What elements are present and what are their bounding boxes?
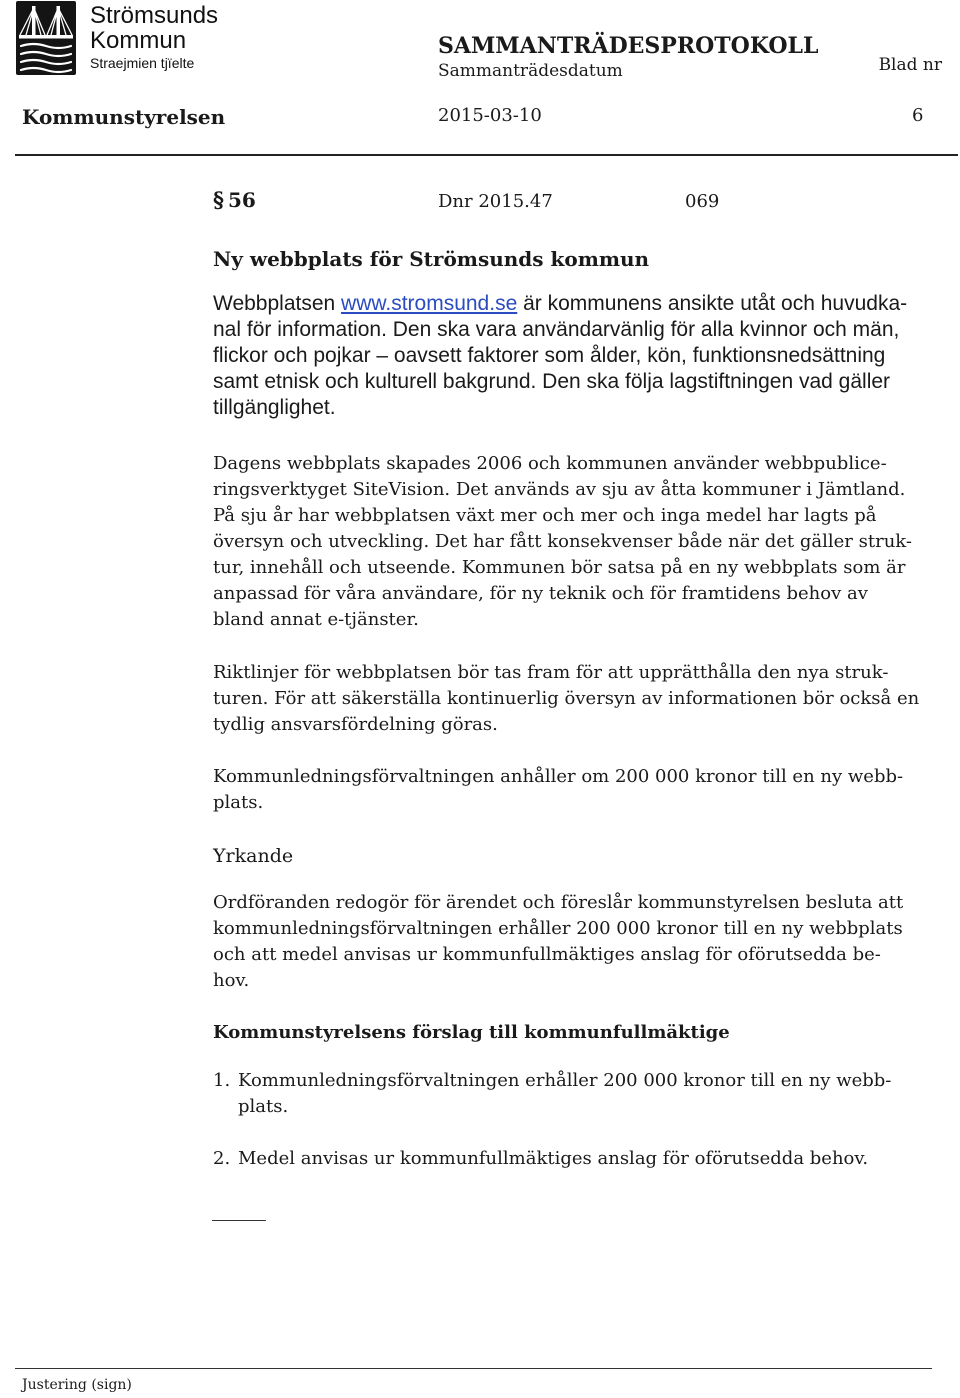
meeting-date: 2015-03-10 xyxy=(438,105,542,126)
proposal-number: 1. xyxy=(213,1070,231,1091)
paragraph-line: och att medel anvisas ur kommunfullmäktiges anslag för oförutsedda be- xyxy=(213,944,881,965)
paragraph-line: samt etnisk och kulturell bakgrund. Den ska följa lagstiftningen vad gäller xyxy=(213,370,891,393)
committee-name: Kommunstyrelsen xyxy=(22,105,226,129)
paragraph-line: kommunledningsförvaltningen erhåller 200 000 kronor till en ny webbplats xyxy=(213,918,903,939)
meeting-date-label: Sammanträdesdatum xyxy=(438,61,623,81)
paragraph-line: översyn och utveckling. Det har fått konsekvenser både när det gäller struk- xyxy=(213,531,912,552)
line-text: Webbplatsen xyxy=(213,292,342,315)
footer-divider xyxy=(15,1368,932,1369)
end-of-item-rule xyxy=(212,1220,266,1221)
proposal-number: 2. xyxy=(213,1148,231,1169)
page-number-label: Blad nr xyxy=(878,55,942,75)
paragraph xyxy=(213,764,903,816)
proposal-line: Medel anvisas ur kommunfullmäktiges anslag för oförutsedda behov. xyxy=(238,1148,869,1169)
paragraph-line xyxy=(213,291,907,317)
paragraph-line: Dagens webbplats skapades 2006 och kommunen använder webbpublice- xyxy=(213,453,887,474)
paragraph-line: turen. För att säkerställa kontinuerlig översyn av informationen bör också en xyxy=(213,688,920,709)
item-dnr: Dnr 2015.47 xyxy=(438,191,553,212)
logo-name-line2: Kommun xyxy=(90,27,187,54)
document-type: SAMMANTRÄDESPROTOKOLL xyxy=(438,33,819,59)
paragraph-intro xyxy=(213,291,907,421)
paragraph-line: tur, innehåll och utseende. Kommunen bör satsa på en ny webbplats som är xyxy=(213,557,906,578)
item-code: 069 xyxy=(685,191,720,212)
item-title: Ny webbplats för Strömsunds kommun xyxy=(213,247,650,271)
paragraph-line: flickor och pojkar – oavsett faktorer som ålder, kön, funktionsnedsättning xyxy=(213,344,886,367)
proposal-line: plats. xyxy=(238,1096,289,1117)
paragraph-line: plats. xyxy=(213,792,264,813)
paragraph-line: tillgänglighet. xyxy=(213,396,336,419)
proposal-text xyxy=(238,1146,868,1172)
paragraph-line: nal för information. Den ska vara användarvänlig för alla kvinnor och män, xyxy=(213,318,900,341)
paragraph xyxy=(213,451,912,633)
paragraph-line: På sju år har webbplatsen växt mer och mer och inga medel har lagts på xyxy=(213,505,877,526)
item-paragraph-number xyxy=(213,187,256,215)
logo-tagline: Straejmien tjïelte xyxy=(90,55,195,71)
bridge-emblem-icon xyxy=(16,1,76,75)
paragraph-line: Ordföranden redogör för ärendet och föreslår kommunstyrelsen besluta att xyxy=(213,892,904,913)
line-text: är kommunens ansikte utåt och huvudka- xyxy=(517,292,908,315)
logo-name: Strömsunds xyxy=(90,2,219,29)
proposal-text xyxy=(238,1068,891,1120)
paragraph-line: Kommunledningsförvaltningen anhåller om 200 000 kronor till en ny webb- xyxy=(213,766,904,787)
paragraph-line: ringsverktyget SiteVision. Det används av sju av åtta kommuner i Jämtland. xyxy=(213,479,906,500)
page-number: 6 xyxy=(912,105,924,126)
paragraph-line: Riktlinjer för webbplatsen bör tas fram för att upprätthålla den nya struk- xyxy=(213,662,889,683)
paragraph-line: hov. xyxy=(213,970,250,991)
header-divider xyxy=(15,154,958,156)
proposal-line: Kommunledningsförvaltningen erhåller 200 000 kronor till en ny webb- xyxy=(238,1070,892,1091)
paragraph xyxy=(213,660,919,738)
municipality-logo xyxy=(0,0,230,80)
paragraph-line: tydlig ansvarsfördelning göras. xyxy=(213,714,498,735)
item-number: 56 xyxy=(227,188,256,212)
signature-label: Justering (sign) xyxy=(22,1377,132,1393)
motion-paragraph xyxy=(213,890,903,994)
paragraph-line: anpassad för våra användare, för ny teknik och för framtidens behov av xyxy=(213,583,868,604)
website-link[interactable]: www.stromsund.se xyxy=(341,292,518,315)
proposal-heading: Kommunstyrelsens förslag till kommunfullmäktige xyxy=(213,1022,730,1043)
paragraph-line: bland annat e-tjänster. xyxy=(213,609,419,630)
section-symbol: § xyxy=(213,187,224,212)
motion-heading: Yrkande xyxy=(213,845,294,867)
